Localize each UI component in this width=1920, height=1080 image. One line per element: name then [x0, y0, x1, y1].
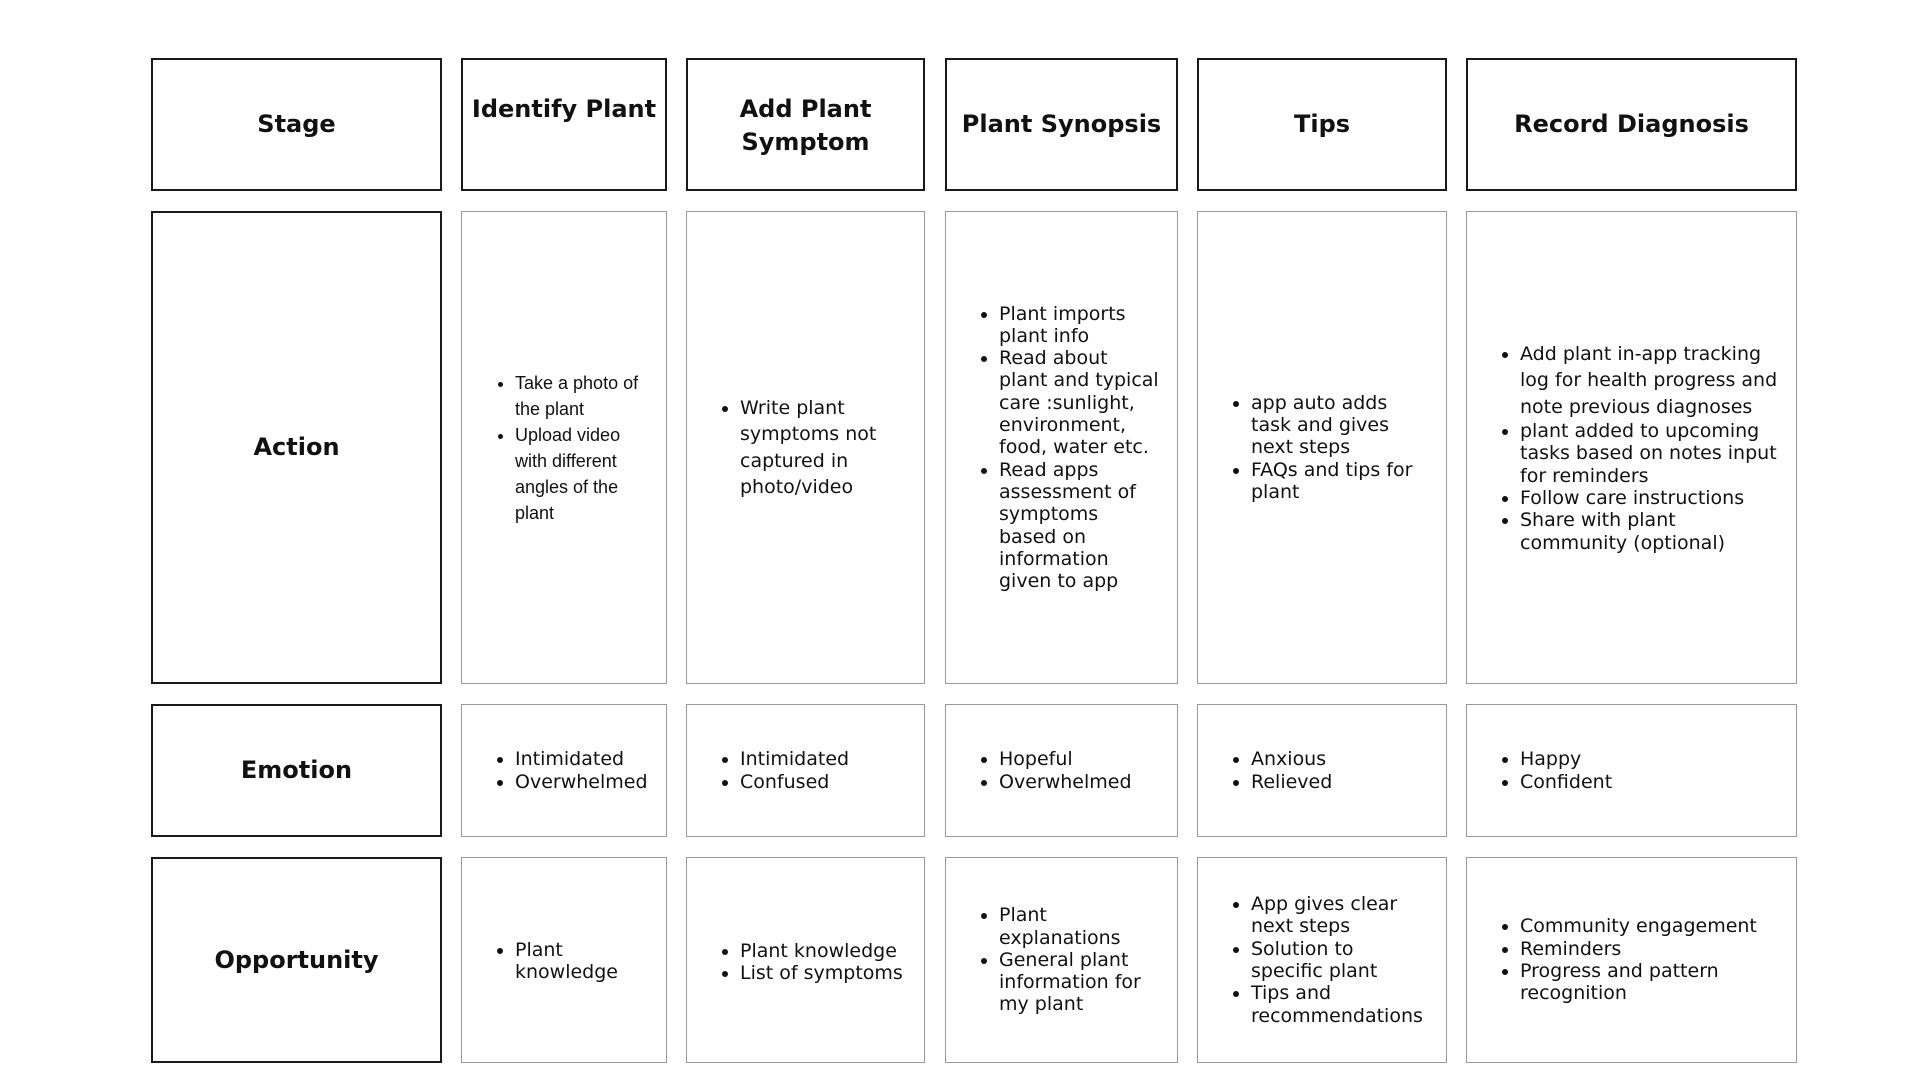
bullet-list	[493, 748, 648, 793]
list-item: • plant added to upcoming tasks based on notes input for reminders	[1520, 420, 1778, 487]
list-item: • List of symptoms	[740, 962, 903, 984]
bullet-list	[1229, 392, 1428, 503]
stage-label: Record Diagnosis	[1514, 110, 1749, 138]
stage-label: Add Plant Symptom	[739, 95, 872, 156]
bullet-list	[977, 904, 1159, 1015]
list-item: • Plant knowledge	[740, 940, 903, 962]
row-label: Emotion	[240, 756, 353, 784]
stage-plant-synopsis	[945, 58, 1178, 191]
bullet-list	[977, 748, 1132, 793]
bullet-list	[493, 370, 648, 526]
list-item: • Plant knowledge	[515, 939, 648, 984]
bullet-list	[1229, 893, 1428, 1027]
list-item: • Happy	[1520, 748, 1612, 770]
list-item: • Anxious	[1251, 748, 1332, 770]
list-item: • Overwhelmed	[999, 771, 1132, 793]
bullet-list	[493, 939, 648, 984]
emotion-add-plant-symptom	[686, 704, 925, 837]
row-label-action	[151, 211, 442, 684]
list-item: • Read about plant and typical care :sunlight, environment, food, water etc.	[999, 347, 1159, 458]
opportunity-add-plant-symptom	[686, 857, 925, 1063]
row-label-opportunity	[151, 857, 442, 1063]
bullet-list	[977, 303, 1159, 593]
list-item: • app auto adds task and gives next steps	[1251, 392, 1428, 459]
list-item: • Confident	[1520, 771, 1612, 793]
list-item: • App gives clear next steps	[1251, 893, 1428, 938]
list-item: • Read apps assessment of symptoms based on information given to app	[999, 459, 1159, 593]
list-item: • Relieved	[1251, 771, 1332, 793]
list-item: • General plant information for my plant	[999, 949, 1159, 1016]
list-item: • Write plant symptoms not captured in photo/video	[740, 395, 906, 500]
list-item: • Solution to specific plant	[1251, 938, 1428, 983]
stage-label: Identify Plant	[471, 95, 657, 123]
emotion-tips	[1197, 704, 1447, 837]
opportunity-identify-plant	[461, 857, 667, 1063]
list-item: • Intimidated	[740, 748, 849, 770]
list-item: • Progress and pattern recognition	[1520, 960, 1778, 1005]
list-item: • Overwhelmed	[515, 771, 648, 793]
bullet-list	[1498, 341, 1778, 554]
row-label-emotion	[151, 704, 442, 837]
list-item: • Community engagement	[1520, 915, 1778, 937]
stage-header-label: Stage	[257, 110, 336, 138]
bullet-list	[718, 940, 903, 985]
list-item: • Plant explanations	[999, 904, 1159, 949]
list-item: • Reminders	[1520, 938, 1778, 960]
list-item: • Upload video with different angles of the plant	[515, 422, 648, 526]
stage-tips	[1197, 58, 1447, 191]
emotion-plant-synopsis	[945, 704, 1178, 837]
bullet-list	[718, 748, 849, 793]
list-item: • Share with plant community (optional)	[1520, 509, 1778, 554]
bullet-list	[718, 395, 906, 500]
bullet-list	[1229, 748, 1332, 793]
action-plant-synopsis	[945, 211, 1178, 684]
stage-record-diagnosis	[1466, 58, 1797, 191]
stage-header	[151, 58, 442, 191]
action-add-plant-symptom	[686, 211, 925, 684]
emotion-record-diagnosis	[1466, 704, 1797, 837]
action-record-diagnosis	[1466, 211, 1797, 684]
list-item: • Take a photo of the plant	[515, 370, 648, 422]
opportunity-tips	[1197, 857, 1447, 1063]
list-item: • Confused	[740, 771, 849, 793]
emotion-identify-plant	[461, 704, 667, 837]
list-item: • Hopeful	[999, 748, 1132, 770]
row-label: Opportunity	[214, 945, 379, 974]
stage-label: Tips	[1293, 110, 1351, 138]
list-item: • FAQs and tips for plant	[1251, 459, 1428, 504]
stage-identify-plant	[461, 58, 667, 191]
bullet-list	[1498, 915, 1778, 1004]
opportunity-record-diagnosis	[1466, 857, 1797, 1063]
list-item: • Plant imports plant info	[999, 303, 1159, 348]
action-identify-plant	[461, 211, 667, 684]
list-item: • Tips and recommendations	[1251, 982, 1428, 1027]
list-item: • Add plant in-app tracking log for health progress and note previous diagnoses	[1520, 341, 1778, 420]
row-label: Action	[253, 433, 340, 461]
action-tips	[1197, 211, 1447, 684]
list-item: • Intimidated	[515, 748, 648, 770]
list-item: • Follow care instructions	[1520, 487, 1778, 509]
stage-label: Plant Synopsis	[961, 110, 1162, 138]
opportunity-plant-synopsis	[945, 857, 1178, 1063]
stage-add-plant-symptom	[686, 58, 925, 191]
bullet-list	[1498, 748, 1612, 793]
